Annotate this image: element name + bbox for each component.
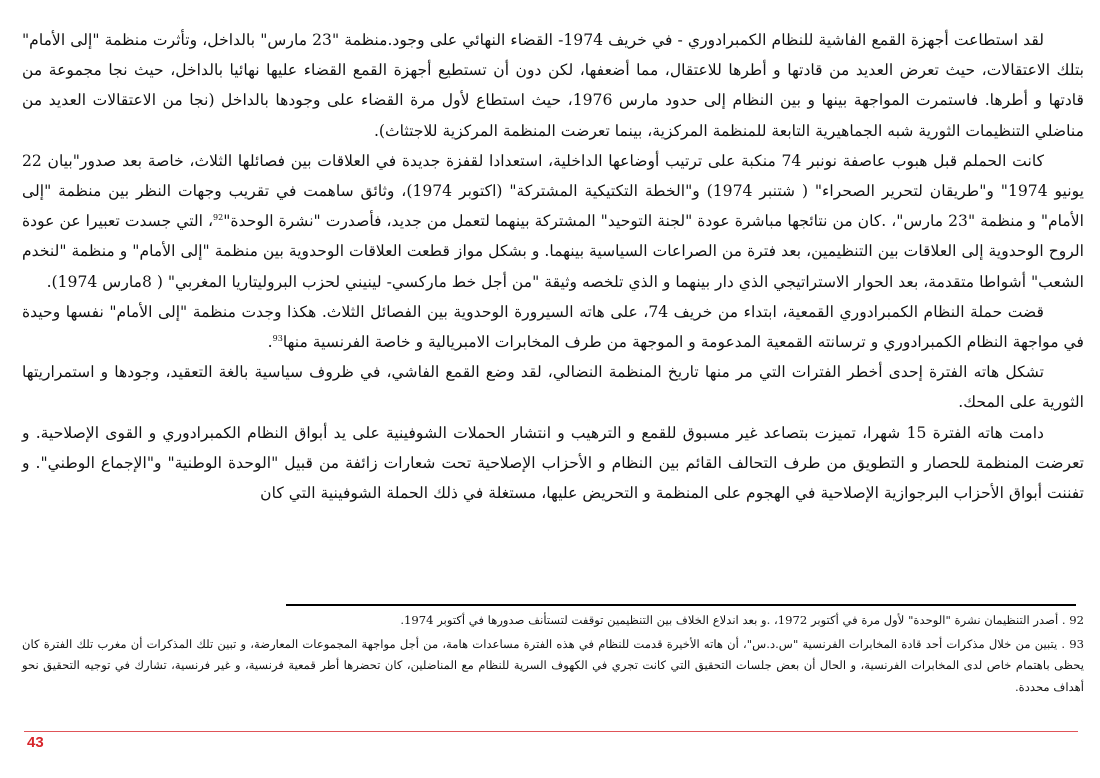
footnote-separator <box>286 604 1076 606</box>
paragraph-1-text: لقد استطاعت أجهزة القمع الفاشية للنظام الكمبرادوري - في خريف 1974- القضاء النهائي على وجود.منظمة "23 مارس" بالداخل، وتأثرت منظمة "إلى الأمام" بتلك الاعتقالات، حيث تعرض العديد من قادتها و أطرها للاعتقال، مما أضعفها، لكن دون أن تستطيع أجهزة القمع القضاء عليها نهائيا بالداخل، حيث نجا مجموعة من قادتها و أطرها. فاستمرت المواجهة بينها و بين النظام إلى حدود مارس 1976، حيث استطاع لأول مرة القضاء على وجودها بالداخل (نجا من الاعتقالات العديد من مناضلي التنظيمات الثورية شبه الجماهيرية التابعة للمنظمة المركزية، بينما تعرضت المنظمة المركزية للاجتثاث). <box>22 31 1084 140</box>
footnotes <box>22 610 1084 698</box>
paragraph-5 <box>22 418 1084 509</box>
page-number: 43 <box>27 734 44 751</box>
paragraph-2-text-continued: ، التي جسدت تعبيرا عن عودة الروح الوحدوية إلى العلاقات بين التنظيمين، بعد فترة من الصراعات السياسية بينهما. و بشكل مواز قطعت العلاقات الوحدوية بين منظمة "إلى الأمام" و منظمة "لنخدم الشعب" أشواطا متقدمة، بعد الحوار الاستراتيجي الذي دار بينهما و الذي تلخصه وثيقة "من أجل خط ماركسي- لينيني لحزب البروليتاريا المغربي" ( 8مارس 1974). <box>22 212 1084 291</box>
paragraph-3 <box>22 297 1084 357</box>
paragraph-5-text: دامت هاته الفترة 15 شهرا، تميزت بتصاعد غير مسبوق للقمع و الترهيب و انتشار الحملات الشوفينية على يد أبواق النظام الكمبرادوري و القوى الإصلاحية. و تعرضت المنظمة للحصار و التطويق من طرف التحالف القائم بين النظام و الأحزاب الإصلاحية تحت شعارات زائفة من قبيل "الوحدة الوطنية" و"الإجماع الوطني". و تفننت أبواق الأحزاب البرجوازية الإصلاحية في الهجوم على المنظمة و التحريض عليها، مستغلة في ذلك الحملة الشوفينية التي كان <box>22 423 1084 503</box>
paragraph-2-text: كانت الحملم قبل هبوب عاصفة نونبر 74 منكبة على ترتيب أوضاعها الداخلية، استعدادا لقفزة جديدة في العلاقات بين فصائلها الثلاث، خاصة بعد صدور"بيان 22 يونيو 1974" و"طريقان لتحرير الصحراء" ( شتنبر 1974) و"الخطة التكتيكية المشتركة" (اكتوبر 1974)، وثائق ساهمت في تقريب وجهات النظر بين منظمة "إلى الأمام" و منظمة "23 مارس"، .كان من نتائجها مباشرة عودة "لجنة التوحيد" المشتركة بينهما لتعمل من جديد، فأصدرت "نشرة الوحدة" <box>22 151 1084 231</box>
footnote-ref-92[interactable]: 92 <box>213 213 224 223</box>
footnote-ref-93[interactable]: 93 <box>272 333 283 343</box>
paragraph-3-text: قضت حملة النظام الكمبرادوري القمعية، ابتداء من خريف 74، على هاته السيرورة الوحدوية بين الفصائل الثلاث. هكذا وجدت منظمة "إلى الأمام" نفسها وحيدة في مواجهة النظام الكمبرادوري و ترسانته القمعية المدعومة و الموجهة من طرف المخابرات الامبريالية و خاصة الفرنسية منها <box>22 302 1084 352</box>
paragraph-4 <box>22 357 1084 417</box>
footnote-93: 93 . يتبين من خلال مذكرات أحد قادة المخابرات الفرنسية "س.د.س"، أن هاته الأخيرة قدمت للنظام في هذه الفترة مساعدات هامة، من أجل مواجهة المجموعات المعارضة، و تبين تلك المذكرات أن مغرب تلك الفترة كان يحظى باهتمام خاص لدى المخابرات الفرنسية، و الحال أن بعض جلسات التحقيق التي كانت تجري في الكهوف السرية للنظام مع المناضلين، كان تحضرها أطر قمعية فرنسية، و غير فرنسية، تشارك في توجيه التحقيق نحو أهداف محددة. <box>22 636 1084 694</box>
footnote-92: 92 . أصدر التنظيمان نشرة "الوحدة" لأول مرة في أكتوبر 1972، .و بعد اندلاع الخلاف بين التنظيمين توقفت لتستأنف صدورها في أكتوبر 1974. <box>400 613 1084 627</box>
paragraph-4-text: تشكل هاته الفترة إحدى أخطر الفترات التي مر منها تاريخ المنظمة النضالي، لقد وضع القمع الفاشي، في ظروف سياسية بالغة التعقيد، وجودها و استمراريتها الثورية على المحك. <box>22 363 1084 412</box>
paragraph-1 <box>22 25 1084 146</box>
paragraph-2 <box>22 146 1084 297</box>
body-text <box>22 25 1084 508</box>
page-footer-rule <box>24 731 1078 732</box>
paragraph-3-text-continued: . <box>267 333 273 352</box>
